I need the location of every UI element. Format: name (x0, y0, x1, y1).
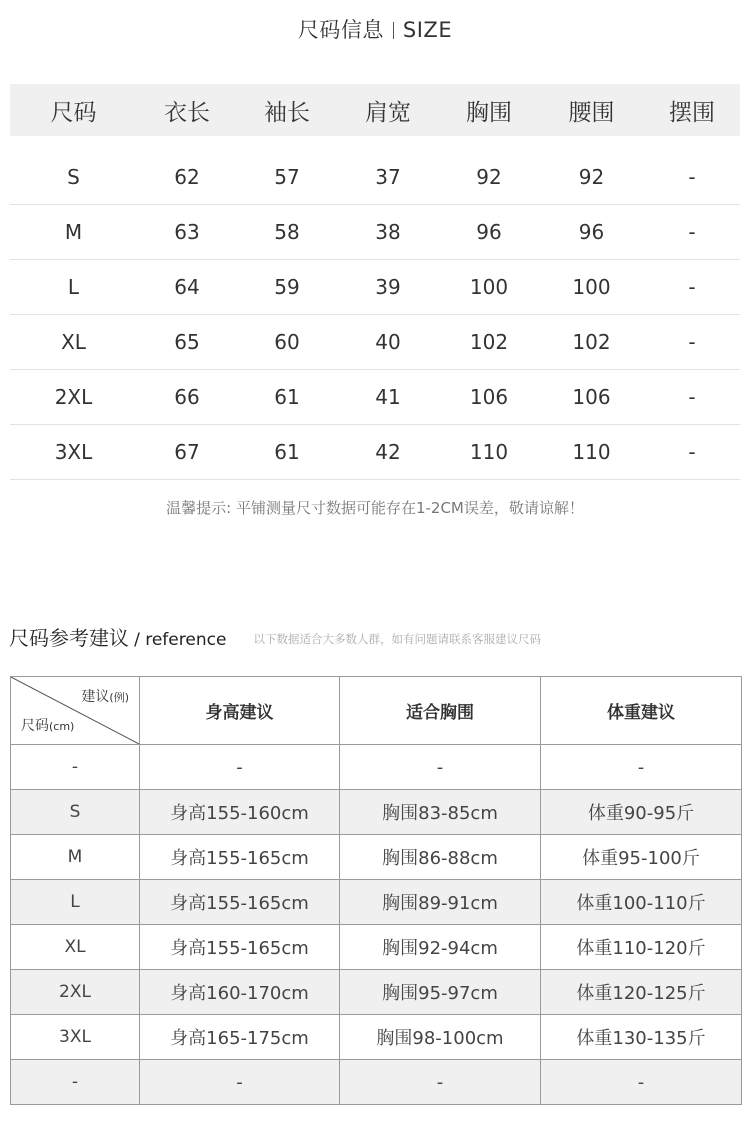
size-table-header (10, 84, 740, 136)
ref-weight: 体重130-135斤 (541, 1015, 742, 1060)
row-waist: 102 (572, 330, 611, 354)
row-shoulder: 37 (375, 165, 401, 189)
header-height-suggest: 身高建议 (140, 677, 340, 745)
row-sleeve: 61 (274, 385, 300, 409)
ref-height: 身高160-170cm (140, 970, 340, 1015)
row-hem: - (688, 440, 696, 464)
ref-size: 3XL (11, 1015, 140, 1060)
ref-weight: - (541, 745, 742, 790)
ref-height: 身高155-165cm (140, 835, 340, 880)
reference-row (11, 925, 742, 970)
ref-chest: 胸围98-100cm (340, 1015, 541, 1060)
corner-label-size: 尺码(cm) (21, 718, 75, 734)
row-size: M (64, 220, 83, 244)
reference-title-en: / reference (134, 630, 227, 650)
measurement-note: 温馨提示: 平铺测量尺寸数据可能存在1-2CM误差，敬请谅解！ (166, 499, 584, 517)
size-info-title (0, 14, 750, 44)
row-sleeve: 61 (274, 440, 300, 464)
row-chest: 92 (476, 165, 502, 189)
reference-row (11, 1015, 742, 1060)
reference-title-cn: 尺码参考建议 (9, 626, 129, 650)
row-shoulder: 38 (375, 220, 401, 244)
size-table (10, 84, 740, 480)
row-size: S (67, 165, 80, 189)
row-waist: 96 (578, 220, 605, 244)
row-length: 64 (174, 275, 200, 299)
ref-size: - (11, 1060, 140, 1105)
reference-title (9, 622, 541, 651)
header-fit-chest: 适合胸围 (340, 677, 541, 745)
ref-height: - (140, 1060, 340, 1105)
reference-header-row (11, 677, 742, 745)
size-row (10, 315, 740, 370)
row-length: 65 (174, 330, 200, 354)
header-shoulder: 肩宽 (365, 99, 411, 126)
header-sleeve: 袖长 (264, 99, 310, 126)
size-row (10, 425, 740, 480)
ref-size: - (11, 745, 140, 790)
row-sleeve: 58 (274, 220, 300, 244)
size-info-title-en: SIZE (402, 18, 453, 42)
ref-size: L (11, 880, 140, 925)
ref-size: XL (11, 925, 140, 970)
header-hem: 摆围 (669, 99, 715, 126)
size-row (10, 150, 740, 205)
ref-chest: 胸围83-85cm (340, 790, 541, 835)
row-length: 67 (174, 440, 200, 464)
ref-chest: 胸围92-94cm (340, 925, 541, 970)
row-size: XL (61, 330, 86, 354)
row-chest: 110 (469, 440, 509, 464)
row-chest: 100 (469, 275, 509, 299)
row-length: 62 (174, 165, 200, 189)
size-row (10, 205, 740, 260)
title-divider (393, 22, 394, 39)
reference-row (11, 880, 742, 925)
row-waist: 100 (572, 275, 611, 299)
reference-row (11, 835, 742, 880)
row-hem: - (688, 165, 696, 189)
row-sleeve: 57 (274, 165, 300, 189)
header-weight-suggest: 体重建议 (541, 677, 742, 745)
row-hem: - (688, 275, 696, 299)
header-chest: 胸围 (466, 99, 512, 126)
row-shoulder: 39 (375, 275, 401, 299)
corner-cell (11, 677, 140, 745)
reference-row (11, 745, 742, 790)
ref-height: 身高165-175cm (140, 1015, 340, 1060)
row-hem: - (688, 220, 696, 244)
row-size: 3XL (54, 440, 93, 464)
row-length: 63 (174, 220, 200, 244)
size-row (10, 260, 740, 315)
row-shoulder: 40 (375, 330, 401, 354)
row-waist: 106 (572, 385, 611, 409)
header-waist: 腰围 (568, 99, 615, 126)
reference-row (11, 970, 742, 1015)
ref-chest: 胸围86-88cm (340, 835, 541, 880)
reference-table (10, 676, 742, 1105)
reference-row (11, 1060, 742, 1105)
size-info-title-cn: 尺码信息 (297, 18, 384, 42)
ref-height: 身高155-165cm (140, 925, 340, 970)
ref-chest: - (340, 745, 541, 790)
row-waist: 92 (578, 165, 605, 189)
ref-weight: 体重90-95斤 (541, 790, 742, 835)
row-sleeve: 60 (274, 330, 300, 354)
row-waist: 110 (572, 440, 611, 464)
ref-chest: - (340, 1060, 541, 1105)
row-length: 66 (174, 385, 200, 409)
ref-weight: 体重110-120斤 (541, 925, 742, 970)
ref-weight: 体重100-110斤 (541, 880, 742, 925)
ref-weight: 体重95-100斤 (541, 835, 742, 880)
row-chest: 96 (476, 220, 502, 244)
reference-subtitle: 以下数据适合大多数人群，如有问题请联系客服建议尺码 (253, 632, 541, 646)
ref-height: 身高155-165cm (140, 880, 340, 925)
ref-chest: 胸围95-97cm (340, 970, 541, 1015)
row-sleeve: 59 (274, 275, 300, 299)
corner-label-suggest: 建议(例) (81, 689, 129, 705)
row-chest: 102 (469, 330, 509, 354)
row-hem: - (688, 330, 696, 354)
size-row (10, 370, 740, 425)
row-chest: 106 (469, 385, 509, 409)
ref-chest: 胸围89-91cm (340, 880, 541, 925)
ref-height: - (140, 745, 340, 790)
ref-weight: 体重120-125斤 (541, 970, 742, 1015)
ref-height: 身高155-160cm (140, 790, 340, 835)
ref-size: S (11, 790, 140, 835)
header-size: 尺码 (50, 99, 97, 126)
ref-weight: - (541, 1060, 742, 1105)
row-hem: - (688, 385, 696, 409)
header-length: 衣长 (164, 99, 210, 126)
row-size: L (67, 275, 80, 299)
size-table-body (10, 150, 740, 480)
reference-row (11, 790, 742, 835)
row-shoulder: 42 (375, 440, 401, 464)
row-size: 2XL (54, 385, 93, 409)
ref-size: M (11, 835, 140, 880)
row-shoulder: 41 (375, 385, 401, 409)
ref-size: 2XL (11, 970, 140, 1015)
